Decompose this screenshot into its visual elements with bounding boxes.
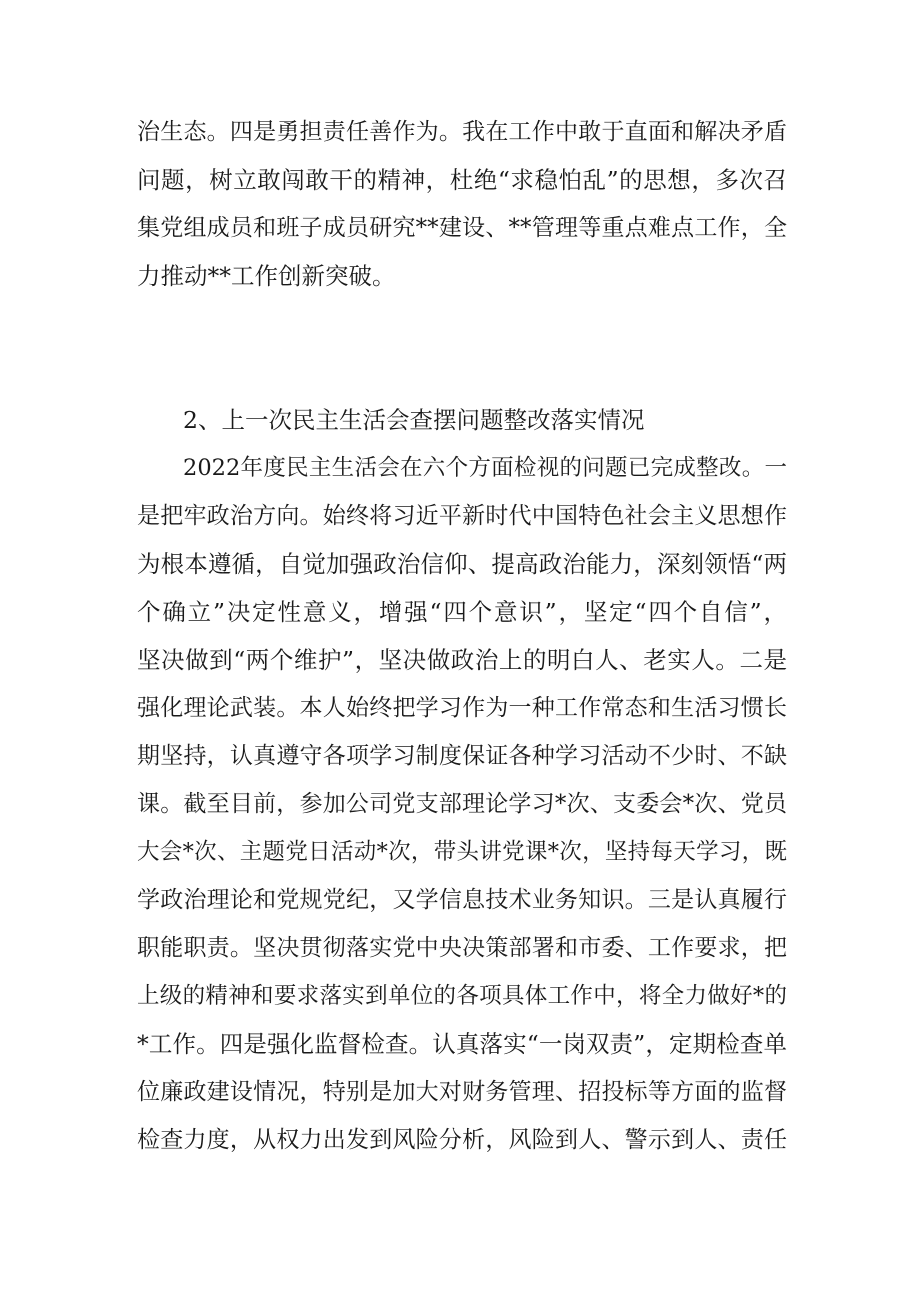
paragraph-line: 问题，树立敢闯敢干的精神，杜绝“求稳怕乱”的思想，多次召 [137, 166, 787, 194]
paragraph-line: 课。截至目前，参加公司党支部理论学习*次、支委会*次、党员 [137, 791, 787, 817]
paragraph-line: 2022年度民主生活会在六个方面检视的问题已完成整改。一 [183, 455, 787, 481]
paragraph-line: 治生态。四是勇担责任善作为。我在工作中敢于直面和解决矛盾 [137, 119, 787, 145]
paragraph-line: 坚决做到“两个维护”，坚决做政治上的明白人、老实人。二是 [137, 646, 787, 674]
paragraph-line: 个确立”决定性意义，增强“四个意识”，坚定“四个自信”， [137, 598, 787, 626]
paragraph-line: 为根本遵循，自觉加强政治信仰、提高政治能力，深刻领悟“两 [137, 550, 787, 578]
paragraph-line: 强化理论武装。本人始终把学习作为一种工作常态和生活习惯长 [137, 695, 787, 721]
paragraph-line: 是把牢政治方向。始终将习近平新时代中国特色社会主义思想作 [137, 503, 787, 529]
paragraph-line: 学政治理论和党规党纪，又学信息技术业务知识。三是认真履行 [137, 887, 787, 913]
paragraph-line: 大会*次、主题党日活动*次，带头讲党课*次，坚持每天学习，既 [137, 839, 787, 865]
paragraph-line: 力推动**工作创新突破。 [137, 262, 396, 290]
paragraph-line: 检查力度，从权力出发到风险分析，风险到人、警示到人、责任 [137, 1127, 787, 1153]
paragraph-line: 职能职责。坚决贯彻落实党中央决策部署和市委、工作要求，把 [137, 935, 787, 961]
paragraph-line: *工作。四是强化监督检查。认真落实“一岗双责”，定期检查单 [137, 1030, 787, 1058]
paragraph-line: 位廉政建设情况，特别是加大对财务管理、招投标等方面的监督 [137, 1079, 787, 1105]
paragraph-line: 上级的精神和要求落实到单位的各项具体工作中，将全力做好*的 [137, 983, 787, 1009]
paragraph-line: 期坚持，认真遵守各项学习制度保证各种学习活动不少时、不缺 [137, 743, 787, 769]
section-heading: 2、上一次民主生活会查摆问题整改落实情况 [183, 406, 645, 434]
paragraph-line: 集党组成员和班子成员研究**建设、**管理等重点难点工作，全 [137, 215, 787, 241]
